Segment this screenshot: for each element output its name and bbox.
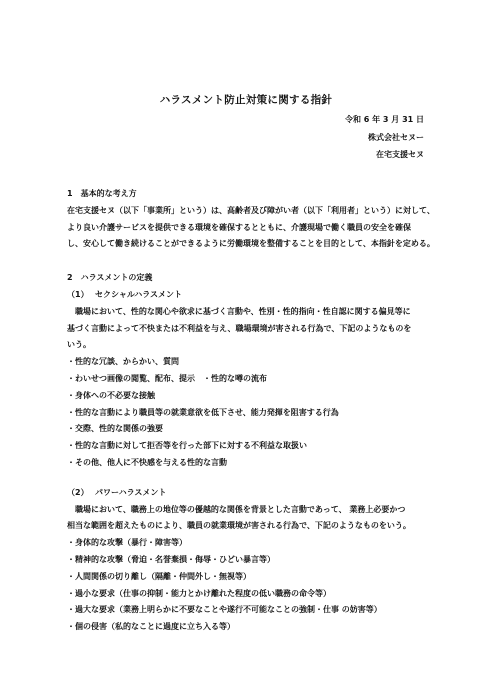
paragraph-line: いう。: [67, 340, 91, 350]
section1-heading: 1 基本的な考え方: [67, 189, 137, 198]
subsection-title: パワーハラスメント: [95, 487, 167, 497]
list-item: ・性的な言動に対して拒否等を行った部下に対する不利益な取扱い: [67, 441, 307, 451]
subsection-number: （2）: [67, 487, 89, 497]
company-name: 株式会社セヌー: [368, 132, 424, 142]
list-item: ・身体的な攻撃（暴行・障害等）: [67, 538, 187, 548]
paragraph-line: 相当な範囲を超えたものにより、職員の就業環境が害される行為で、下記のようなものをいう。: [67, 521, 411, 531]
sexual-paragraph: [67, 304, 427, 354]
document-title: ハラスメント防止対策に関する指針: [159, 94, 333, 106]
issue-date: 令和 6 年 3 月 31 日: [345, 115, 424, 124]
sexual-item-list: [67, 354, 427, 472]
document-body: [67, 186, 435, 636]
paragraph-line: より良い介護サービスを提供できる環境を確保するとともに、介護現場で働く職員の安全を確保: [67, 222, 411, 232]
paragraph-line: 基づく言動によって不快または不利益を与え、職場環境が害される行為で、下記のようなものを: [67, 323, 412, 333]
list-item: ・過大な要求（業務上明らかに不要なことや遂行不可能なことの強制・仕事 の妨害等）: [67, 605, 382, 615]
section1-paragraph: [67, 203, 435, 253]
paragraph-line: 職場において、職務上の地位等の優越的な関係を背景とした言動であって、 業務上必要かつ: [75, 504, 406, 514]
list-item: ・交際、性的な関係の強要: [67, 424, 163, 434]
list-item: ・過小な要求（仕事の抑制・能力とかけ離れた程度の低い職務の命令等）: [67, 588, 331, 598]
list-item: ・その他、他人に不快感を与える性的な言動: [67, 457, 227, 467]
list-item: ・精神的な攻撃（脅迫・名誉棄損・侮辱・ひどい暴言等）: [67, 554, 275, 564]
subsection-title: セクシャルハラスメント: [95, 289, 183, 299]
list-item: ・性的な冗談、からかい、質問: [67, 357, 179, 367]
power-item-list: [67, 535, 427, 636]
office-name: 在宅支援セヌ: [376, 150, 424, 159]
subsection-sexual-heading: [67, 287, 427, 304]
list-item: ・人間関係の切り離し（隔離・仲間外し・無視等）: [67, 571, 251, 581]
section2-heading: 2 ハラスメントの定義: [67, 273, 153, 283]
list-item: ・わいせつ画像の閲覧、配布、提示 ・性的な噂の流布: [67, 373, 267, 383]
paragraph-line: 在宅支援セヌ（以下「事業所」という）は、高齢者及び障がい者（以下「利用者」という）に対して、: [67, 205, 435, 215]
power-paragraph: [67, 502, 427, 536]
subsection-number: （1）: [67, 289, 89, 299]
subsection-power-heading: [67, 485, 427, 502]
paragraph-line: 職場において、性的な関心や欲求に基づく言動や、性別・性的指向・性自認に関する偏見等に: [75, 306, 411, 316]
list-item: ・個の侵害（私的なことに過度に立ち入る等）: [67, 622, 235, 632]
list-item: ・身体への不必要な接触: [67, 390, 155, 400]
paragraph-line: し、安心して働き続けることができるように労働環境を整備することを目的として、本指針を定める。: [67, 239, 435, 249]
list-item: ・性的な言動により職員等の就業意欲を低下させ、能力発揮を阻害する行為: [67, 407, 339, 417]
document-meta: [345, 111, 424, 164]
